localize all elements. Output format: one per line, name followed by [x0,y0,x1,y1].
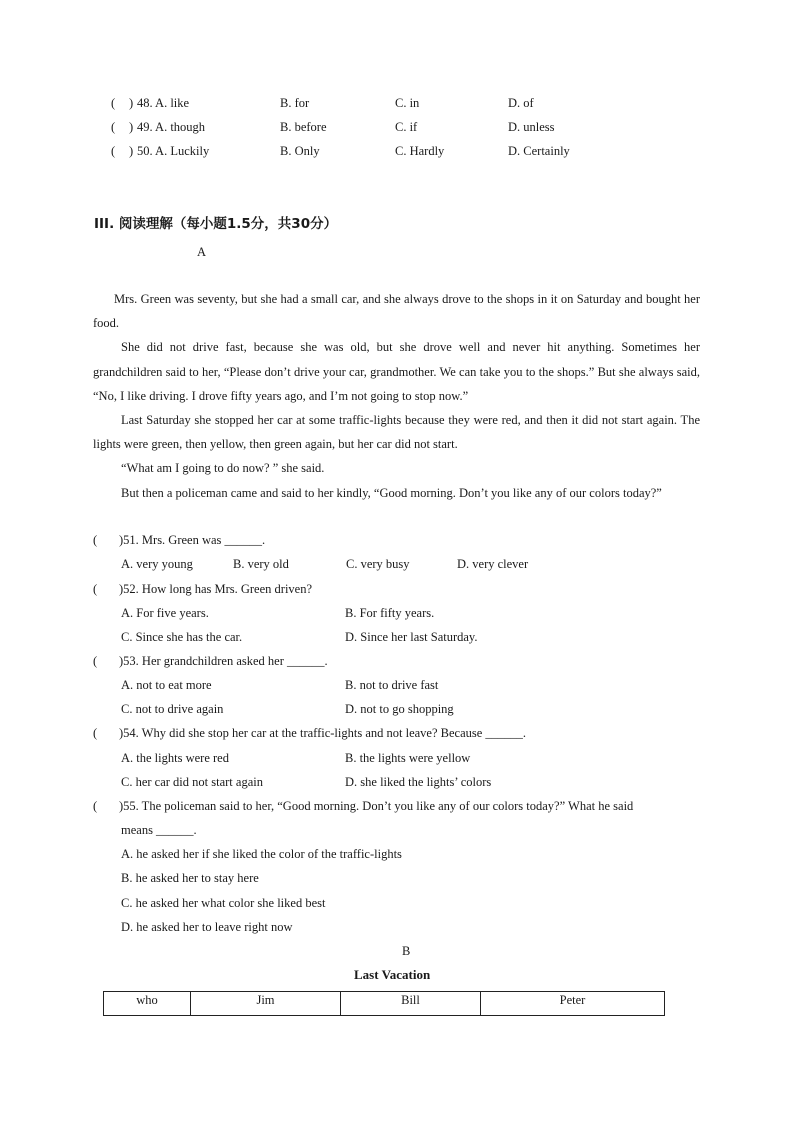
part-a-label: A [197,245,207,259]
option-b: B. for [280,96,310,110]
option-a: 49. A. though [137,120,206,134]
table-header-cell: Bill [341,992,481,1016]
option-c: C. Hardly [395,144,445,158]
answer-paren-close: ) [129,96,134,110]
option-b: B. Only [280,144,320,158]
question-stem-line-2: means ______. [121,823,197,837]
option-a[interactable]: A. For five years. [121,606,209,620]
answer-paren[interactable]: ( [93,533,98,547]
option-c: C. if [395,120,418,134]
option-d[interactable]: D. Since her last Saturday. [345,630,478,644]
question-stem: )53. Her grandchildren asked her ______. [119,654,328,668]
part-b-label: B [402,944,411,958]
option-c[interactable]: C. he asked her what color she liked best [121,896,326,910]
answer-paren-close: ) [129,120,134,134]
option-c[interactable]: C. not to drive again [121,702,224,716]
answer-paren[interactable]: ( [93,582,98,596]
option-d: D. of [508,96,534,110]
answer-paren[interactable]: ( [93,799,98,813]
option-a: 48. A. like [137,96,190,110]
table-header-cell: who [104,992,191,1016]
answer-paren[interactable]: ( [93,654,98,668]
section-heading: III. 阅读理解（每小题1.5分，共30分） [94,216,338,232]
option-c[interactable]: C. her car did not start again [121,775,263,789]
question-stem-line-1: )55. The policeman said to her, “Good morning. Don’t you like any of our colors today?” What he said [119,799,634,813]
option-a[interactable]: A. the lights were red [121,751,229,765]
option-d: D. Certainly [508,144,570,158]
answer-paren[interactable]: ( [111,96,116,110]
answer-paren-close: ) [129,144,134,158]
option-b[interactable]: B. very old [233,557,289,571]
option-c[interactable]: C. very busy [346,557,410,571]
answer-paren[interactable]: ( [93,726,98,740]
option-b[interactable]: B. he asked her to stay here [121,871,259,885]
option-b: B. before [280,120,327,134]
passage-paragraph-2: She did not drive fast, because she was old, but she drove well and never hit anything. Sometimes her grandchildren said to her, “Please don’t drive your car, grandmother. We can take you to the shops.” But she always said, “No, I like driving. I drove fifty years ago, and I’m not going to stop now.” [93,340,700,403]
option-c: C. in [395,96,420,110]
table-header-cell: Jim [191,992,341,1016]
option-d[interactable]: D. she liked the lights’ colors [345,775,492,789]
table-header-cell: Peter [481,992,665,1016]
reading-passage [93,287,700,505]
passage-paragraph-1: Mrs. Green was seventy, but she had a small car, and she always drove to the shops in it on Saturday and bought her food. [93,292,700,331]
option-d[interactable]: D. he asked her to leave right now [121,920,293,934]
passage-paragraph-5: But then a policeman came and said to her kindly, “Good morning. Don’t you like any of our colors today?” [121,485,662,500]
option-d[interactable]: D. not to go shopping [345,702,454,716]
passage-paragraph-4: “What am I going to do now? ” she said. [121,461,325,476]
vacation-table [103,991,665,1016]
option-c[interactable]: C. Since she has the car. [121,630,243,644]
option-d[interactable]: D. very clever [457,557,529,571]
answer-paren[interactable]: ( [111,144,116,158]
option-a[interactable]: A. very young [121,557,193,571]
option-b[interactable]: B. the lights were yellow [345,751,471,765]
passage-paragraph-3: Last Saturday she stopped her car at some traffic-lights because they were red, and then it did not start again. The lights were green, then yellow, then green again, but her car did not start. [93,413,700,452]
option-a: 50. A. Luckily [137,144,210,158]
question-stem: )51. Mrs. Green was ______. [119,533,266,547]
option-b[interactable]: B. not to drive fast [345,678,439,692]
table-row [104,992,665,1016]
option-d: D. unless [508,120,555,134]
option-b[interactable]: B. For fifty years. [345,606,435,620]
part-b-title: Last Vacation [354,967,431,982]
question-stem: )52. How long has Mrs. Green driven? [119,582,313,596]
question-stem: )54. Why did she stop her car at the traffic-lights and not leave? Because ______. [119,726,527,740]
option-a[interactable]: A. not to eat more [121,678,212,692]
option-a[interactable]: A. he asked her if she liked the color of the traffic-lights [121,847,402,861]
answer-paren[interactable]: ( [111,120,116,134]
